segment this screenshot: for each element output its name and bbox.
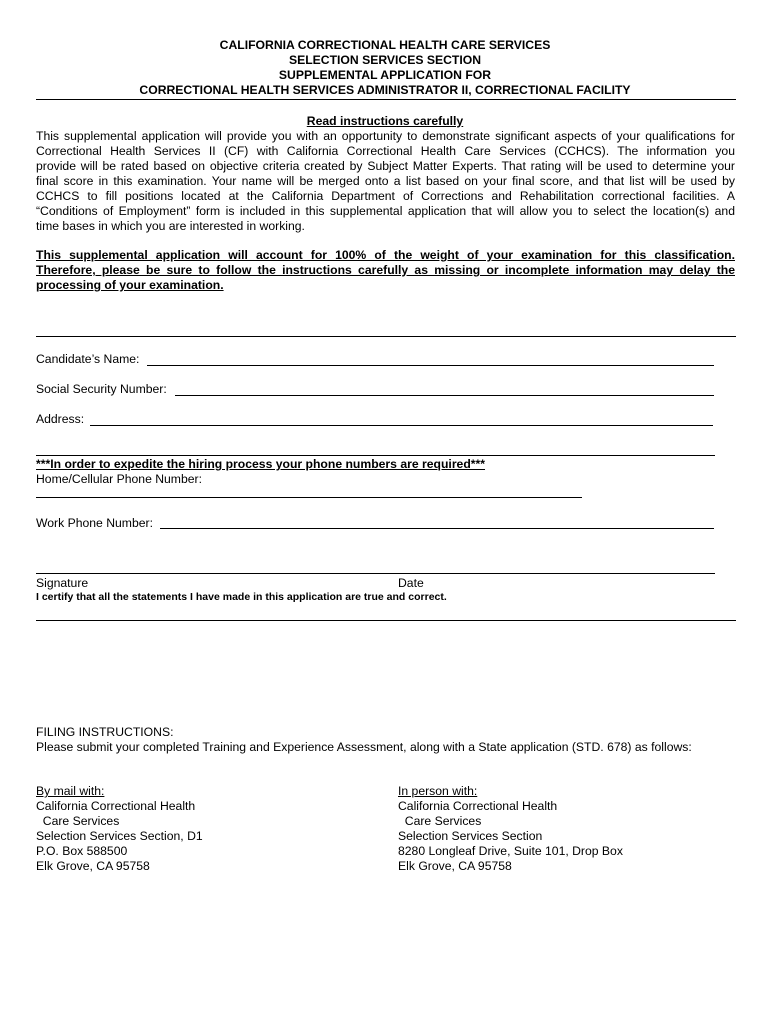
warning-line: This supplemental application will account for 100% of the weight of your examination for this classification. <box>36 248 735 262</box>
filing-intro: Please submit your completed Training and Experience Assessment, along with a State application (STD. 678) as follows: <box>36 740 692 754</box>
certify-statement: I certify that all the statements I have made in this application are true and correct. <box>36 591 447 603</box>
in-person-line: California Correctional Health <box>398 799 558 813</box>
form-divider <box>36 620 736 621</box>
ssn-label: Social Security Number: <box>36 382 167 396</box>
mail-heading: By mail with: <box>36 784 105 798</box>
mail-line: P.O. Box 588500 <box>36 844 128 858</box>
warning-line: processing of your examination. <box>36 278 224 292</box>
instructions-heading: Read instructions carefully <box>306 114 464 128</box>
address-field[interactable] <box>90 425 713 426</box>
mail-line: Selection Services Section, D1 <box>36 829 203 843</box>
in-person-line: Selection Services Section <box>398 829 543 843</box>
instructions-line: “Conditions of Employment” form is included in this supplemental application that will allow you to select the location(s) and <box>36 204 735 218</box>
header-line-2: SELECTION SERVICES SECTION <box>288 53 482 67</box>
work-phone-field[interactable] <box>160 528 714 529</box>
instructions-line: CCHCS to fill positions located at the California Department of Corrections and Rehabilitation correctional facilities. A <box>36 189 735 203</box>
home-phone-field[interactable] <box>36 497 582 498</box>
signature-date-field[interactable] <box>36 573 715 574</box>
instructions-line: Correctional Health Services II (CF) with California Correctional Health Care Services (CCHCS). The information you <box>36 144 735 158</box>
mail-address-block <box>36 784 376 874</box>
phone-required-notice: ***In order to expedite the hiring process your phone numbers are required*** <box>36 457 486 471</box>
instructions-line: This supplemental application will provide you with an opportunity to demonstrate significant aspects of your qualifications for <box>36 129 735 143</box>
in-person-line: Care Services <box>398 814 482 828</box>
in-person-address-block <box>398 784 738 874</box>
header-divider <box>36 99 736 100</box>
warning-paragraph <box>36 248 735 293</box>
filing-heading: FILING INSTRUCTIONS: <box>36 725 174 739</box>
candidate-name-field[interactable] <box>147 365 714 366</box>
address-field-line-2[interactable] <box>36 455 715 456</box>
in-person-line: Elk Grove, CA 95758 <box>398 859 512 873</box>
instructions-line: final score in this examination. Your name will be merged onto a list based on your final score, and that list will be used by <box>36 174 735 188</box>
work-phone-label: Work Phone Number: <box>36 516 153 530</box>
candidate-name-label: Candidate’s Name: <box>36 352 140 366</box>
mail-line: Elk Grove, CA 95758 <box>36 859 150 873</box>
instructions-line: time bases in which you are interested in working. <box>36 219 305 233</box>
in-person-heading: In person with: <box>398 784 478 798</box>
header-line-1: CALIFORNIA CORRECTIONAL HEALTH CARE SERVICES <box>219 38 551 52</box>
warning-line: Therefore, please be sure to follow the instructions carefully as missing or incomplete information may delay the <box>36 263 735 277</box>
home-phone-label: Home/Cellular Phone Number: <box>36 472 202 486</box>
section-divider <box>36 336 736 337</box>
date-label: Date <box>398 576 424 590</box>
instructions-line: provide will be rated based on objective criteria created by Subject Matter Experts. That rating will be used to determine your <box>36 159 735 173</box>
signature-label: Signature <box>36 576 89 590</box>
instructions-paragraph <box>36 129 735 234</box>
mail-line: Care Services <box>36 814 120 828</box>
header-line-4: CORRECTIONAL HEALTH SERVICES ADMINISTRATOR II, CORRECTIONAL FACILITY <box>139 83 631 97</box>
in-person-line: 8280 Longleaf Drive, Suite 101, Drop Box <box>398 844 623 858</box>
address-label: Address: <box>36 412 85 426</box>
mail-line: California Correctional Health <box>36 799 196 813</box>
ssn-field[interactable] <box>175 395 714 396</box>
header-line-3: SUPPLEMENTAL APPLICATION FOR <box>278 68 492 82</box>
